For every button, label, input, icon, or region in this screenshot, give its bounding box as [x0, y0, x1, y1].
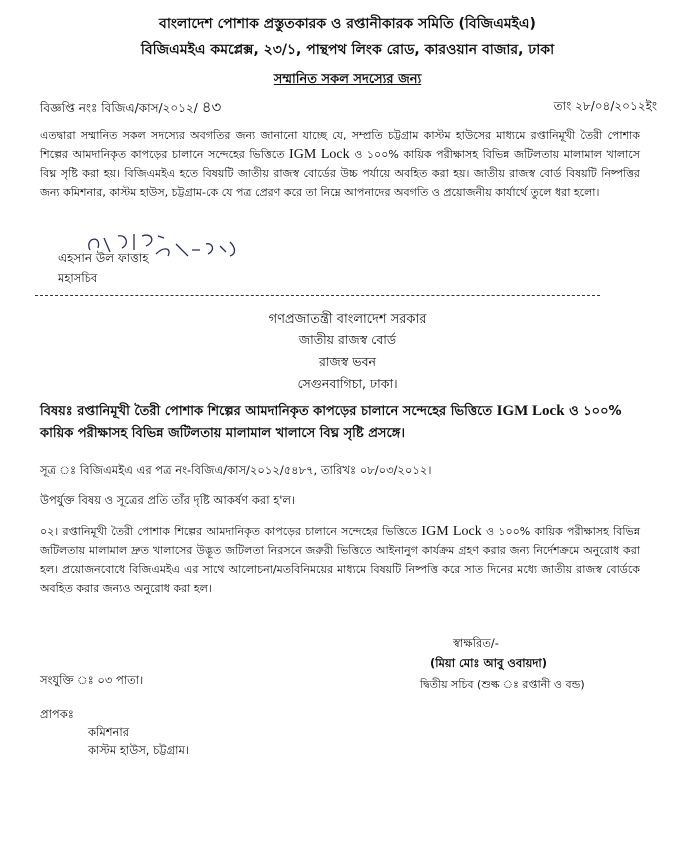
- notice-reference: [40, 96, 221, 121]
- recipient-label: প্রাপকঃ: [40, 707, 74, 721]
- enclosure-note: সংযুক্তি ঃ ০৩ পাতা।: [40, 673, 144, 687]
- attention-line: উপর্যুক্ত বিষয় ও সূত্রের প্রতি তাঁর দৃষ্টি আকর্ষণ করা হ'ল।: [40, 493, 296, 507]
- government-name: গণপ্রজাতন্ত্রী বাংলাদেশ সরকার: [268, 312, 427, 327]
- building-name: রাজস্ব ভবন: [319, 354, 376, 369]
- org-name: বাংলাদেশ পোশাক প্রস্তুতকারক ও রপ্তানীকারক সমিতি (বিজিএমইএ): [159, 16, 536, 32]
- board-name: জাতীয় রাজস্ব বোর্ড: [298, 332, 397, 347]
- igm-lock-term: IGM Lock: [289, 147, 350, 162]
- audience-heading: সম্মানিত সকল সদস্যের জন্য: [273, 72, 422, 87]
- recipient-title: কমিশনার: [88, 725, 130, 739]
- signatory-role: মহাসচিব: [58, 271, 98, 285]
- recipient-office: কাস্টম হাউস, চট্টগ্রাম।: [88, 743, 190, 757]
- signatory-name: এহসান উল ফাত্তাহ: [58, 251, 149, 265]
- signer-name: (মিয়া মোঃ আবু ওবায়দা): [430, 656, 547, 670]
- letter-paragraph-text-b: ও ১০০% কায়িক পরীক্ষাসহ বিভিন্ন জটিলতায় মালামাল দ্রুত খালাসের উদ্ভূত জটিলতা নিরসনে জরুরী ভিত্তিতে আইনানুগ কার্যক্রম গ্রহণ করার জন্য নির্দেশক্রমে অনুরোধ করা হল। প্রয়োজনবোধে বিজিএমইএ এর সাথে আলোচনা/মতবিনিময়ের মাধ্যমে বিষয়টি নিষ্পত্তি করে সাত দিনের মধ্যে জাতীয় রাজস্ব বোর্ডকে অবহিত করার জন্যও অনুরোধ করা হল।: [40, 525, 640, 595]
- letter-igm-lock-term: IGM Lock: [421, 524, 482, 539]
- letter-paragraph: [40, 522, 640, 598]
- letter-paragraph-text-a: ০২। রপ্তানিমূখী তৈরী পোশাক শিল্পের আমদানিকৃত কাপড়ের চালানে সন্দেহের ভিত্তিতে: [40, 525, 418, 538]
- section-divider: [35, 295, 600, 296]
- reference-number: ৪৩: [201, 98, 222, 116]
- signer-role: দ্বিতীয় সচিব (শুল্ক ঃ রপ্তানী ও বন্ড): [420, 678, 585, 691]
- notice-date: তাং ২৮/০৪/২০১২ইং: [553, 99, 657, 113]
- signed-mark: স্বাক্ষরিত/-: [453, 636, 499, 650]
- notice-paragraph-text-b: ও ১০০% কায়িক পরীক্ষাসহ বিভিন্ন জটিলতায় মালামাল খালাসে বিঘ্ন সৃষ্টি করা হয়। বিজিএমইএ হতে বিষয়টি জাতীয় রাজস্ব বোর্ডের উচ্চ পর্যায়ে অবহিত করা হয়। জাতীয় রাজস্ব বোর্ড বিষয়টি নিষ্পত্তির জন্য কমিশনার, কাস্টম হাউস, চট্টগ্রাম-কে যে পত্র প্রেরণ করে তা নিম্নে আপনাদের অবগতি ও প্রয়োজনীয় কার্যার্থে তুলে ধরা হলো।: [40, 148, 640, 199]
- notice-paragraph-text-a: এতদ্বারা সম্মানিত সকল সদস্যের অবগতির জন্য জানানো যাচ্ছে যে, সম্প্রতি চট্টগ্রাম কাস্টম হাউসের মাধ্যমে রপ্তানিমূখী তৈরী পোশাক শিল্পের আমদানিকৃত কাপড়ের চালানে সন্দেহের ভিত্তিতে: [40, 129, 640, 161]
- notice-paragraph: [40, 126, 640, 202]
- reference-label: বিজ্ঞপ্তি নংঃ বিজিএ/কাস/২০১২/: [40, 101, 198, 115]
- subject-text-b: ও ১০০% কায়িক পরীক্ষাসহ বিভিন্ন জটিলতায় মালামাল খালাসে বিঘ্ন সৃষ্টি প্রসঙ্গে।: [40, 404, 622, 441]
- subject-igm-lock-term: IGM Lock: [496, 403, 565, 419]
- subject-text-a: বিষয়ঃ রপ্তানিমূখী তৈরী পোশাক শিল্পের আমদানিকৃত কাপড়ের চালানে সন্দেহের ভিত্তিতে: [40, 404, 493, 419]
- board-location: সেগুনবাগিচা, ঢাকা।: [297, 376, 398, 391]
- letter-reference: সূত্র ঃ বিজিএমইএ এর পত্র নং-বিজিএ/কাস/২০১২/৫৪৮৭, তারিখঃ ০৮/০৩/২০১২।: [40, 463, 432, 477]
- org-address: বিজিএমইএ কমপ্লেক্স, ২৩/১, পান্থপথ লিংক রোড, কারওয়ান বাজার, ঢাকা: [140, 42, 555, 58]
- letter-subject: [40, 400, 655, 445]
